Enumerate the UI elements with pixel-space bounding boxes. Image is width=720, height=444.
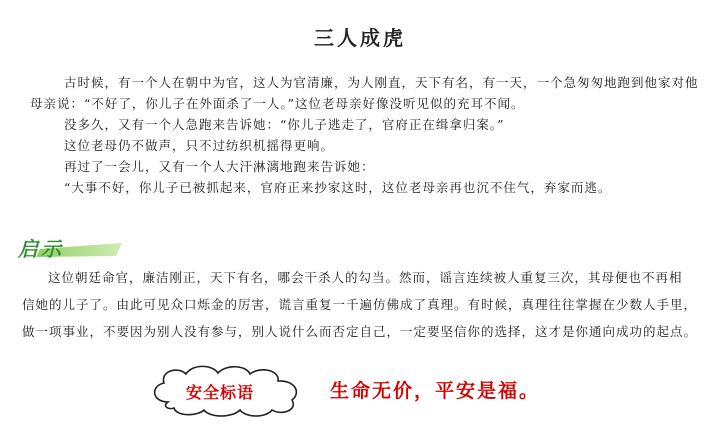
story-paragraph-line: 古时候，有一个人在朝中为官，这人为官清廉，为人刚直，天下有名，有一天，一个急匆匆地跑到他家对他 [64,75,699,90]
slogan-label: 安全标语 [186,383,255,402]
story-paragraph-line: 母亲说：“不好了，你儿子在外面杀了一人。”这位老母亲好像没听见似的充耳不闻。 [30,96,525,111]
insight-paragraph-line: 这位朝廷命官，廉洁刚正，天下有名，哪会干杀人的勾当。然而，谣言连续被人重复三次，其母便也不再相 [48,270,683,285]
insight-body [22,264,712,345]
story-paragraph-line: “大事不好，你儿子已被抓起来，官府正来抄家这时，这位老母亲再也沉不住气，弃家而逃。 [64,180,612,195]
story-paragraph-line: 这位老母仍不做声，只不过纺织机摇得更响。 [64,138,335,153]
story-paragraph-line: 再过了一会儿，又有一个人大汗淋漓地跑来告诉她： [64,159,375,174]
insight-paragraph-line: 信她的儿子了。由此可见众口烁金的厉害，谎言重复一千遍仿佛成了真理。有时候，真理往往掌握在少数人手里， [22,297,698,312]
hint-heading: 启示 [18,237,64,261]
story-body [30,72,702,198]
story-paragraph-line: 没多久，又有一个人急跑来告诉她：“你儿子逃走了，官府正在缉拿归案。” [64,117,505,132]
insight-paragraph-line: 做一项事业，不要因为别人没有参与，别人说什么而否定自己，一定要坚信你的选择，这才是你通向成功的起点。 [22,324,698,339]
hint-heading-badge [18,233,128,259]
slogan-text: 生命无价，平安是福。 [330,380,541,402]
page-title: 三人成虎 [314,26,406,50]
